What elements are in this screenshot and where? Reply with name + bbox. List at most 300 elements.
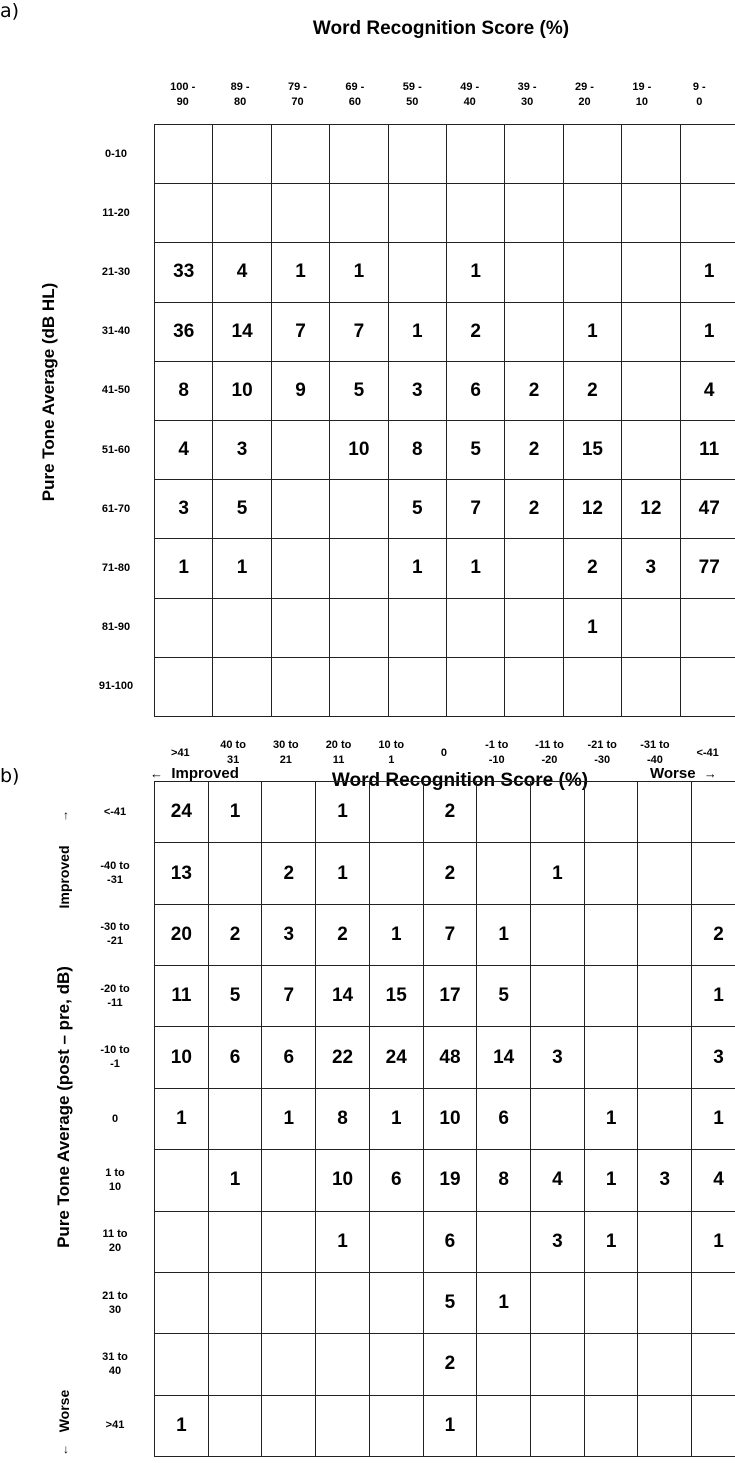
b-row-header-8	[92, 1289, 138, 1317]
a-col-header-line: 30	[520, 96, 534, 108]
b-col-header-4	[365, 738, 418, 768]
a-cell	[563, 125, 621, 184]
b-cell: 22	[316, 1027, 370, 1088]
b-cell: 10	[316, 1150, 370, 1211]
a-row-header-line: 81-90	[101, 621, 131, 634]
a-cell: 77	[680, 539, 735, 598]
a-cell	[330, 657, 388, 716]
b-col-header-2	[259, 738, 312, 768]
b-row-header-1	[92, 859, 138, 887]
a-cell	[563, 657, 621, 716]
a-cell: 10	[330, 420, 388, 479]
a-cell	[622, 125, 680, 184]
a-row-header-line: 91-100	[98, 680, 134, 693]
a-table-row	[155, 420, 735, 479]
b-col-header-3	[312, 738, 365, 768]
a-cell	[213, 184, 271, 243]
a-cell: 5	[446, 420, 504, 479]
a-cell: 1	[155, 539, 213, 598]
a-cell: 5	[213, 480, 271, 539]
a-cell: 7	[446, 480, 504, 539]
b-cell: 1	[531, 843, 585, 904]
a-col-header-line: 69 -	[345, 81, 365, 93]
b-cell: 2	[423, 843, 477, 904]
b-cell: 6	[262, 1027, 316, 1088]
a-cell	[505, 598, 563, 657]
a-cell	[505, 184, 563, 243]
b-cell	[208, 1334, 262, 1395]
a-cell	[271, 480, 329, 539]
a-cell	[622, 598, 680, 657]
b-cell: 1	[369, 904, 423, 965]
b-cell: 1	[584, 1211, 638, 1272]
b-col-header-line: 0	[440, 747, 448, 759]
a-col-header-line: 0	[696, 96, 703, 108]
b-table-row	[155, 904, 735, 965]
a-cell	[271, 125, 329, 184]
b-cell	[369, 1334, 423, 1395]
b-col-header-line: 11	[332, 754, 345, 766]
b-row-header-line: -10 to	[100, 1044, 130, 1057]
b-cell	[531, 1334, 585, 1395]
b-cell	[262, 1211, 316, 1272]
b-row-header-line: 10	[108, 1180, 122, 1193]
a-cell: 36	[155, 302, 213, 361]
a-row-header-2	[88, 265, 144, 279]
b-cell: 1	[316, 843, 370, 904]
a-col-header-line: 50	[406, 96, 419, 108]
b-cell	[155, 1211, 209, 1272]
a-cell: 11	[680, 420, 735, 479]
a-row-header-5	[88, 443, 144, 457]
b-cell: 1	[477, 1272, 531, 1333]
a-row-header-3	[88, 324, 144, 338]
b-col-header-line: 31	[226, 754, 240, 766]
a-cell: 7	[330, 302, 388, 361]
a-cell: 8	[155, 361, 213, 420]
a-cell	[505, 125, 563, 184]
a-cell: 1	[446, 539, 504, 598]
b-cell: 11	[155, 966, 209, 1027]
b-cell: 3	[638, 1150, 692, 1211]
a-col-header-line: 20	[578, 96, 591, 108]
b-row-header-line: 0	[111, 1112, 119, 1125]
b-cell: 13	[155, 843, 209, 904]
b-cell: 7	[262, 966, 316, 1027]
b-cell	[262, 1150, 316, 1211]
b-row-header-line: <-41	[103, 805, 127, 818]
a-cell	[680, 184, 735, 243]
b-row-header-6	[92, 1166, 138, 1194]
a-cell	[622, 657, 680, 716]
b-cell: 8	[477, 1150, 531, 1211]
a-cell	[505, 302, 563, 361]
a-col-header-2	[269, 80, 326, 110]
b-cell: 5	[208, 966, 262, 1027]
a-col-header-line: 39 -	[517, 81, 537, 93]
b-cell	[584, 966, 638, 1027]
b-cell	[692, 1334, 735, 1395]
b-cell	[692, 1272, 735, 1333]
b-table-row	[155, 1395, 735, 1456]
panel-b-y-axis-title: Pure Tone Average (post – pre, dB)	[54, 966, 73, 1248]
a-row-header-0	[88, 147, 144, 161]
a-col-header-line: 40	[463, 96, 476, 108]
a-cell	[155, 657, 213, 716]
a-table-row	[155, 361, 735, 420]
a-row-header-line: 21-30	[101, 266, 131, 278]
b-cell	[208, 843, 262, 904]
a-cell: 2	[505, 420, 563, 479]
b-col-header-7	[523, 738, 576, 768]
b-cell	[638, 843, 692, 904]
b-cell	[584, 843, 638, 904]
b-table-row	[155, 1027, 735, 1088]
panel-b-y-worse: Worse	[56, 1389, 72, 1433]
b-cell	[316, 1272, 370, 1333]
b-cell: 1	[155, 1088, 209, 1149]
b-cell	[477, 1211, 531, 1272]
b-cell: 6	[477, 1088, 531, 1149]
b-col-header-line: -11 to	[535, 739, 564, 751]
b-row-header-line: 30	[108, 1303, 122, 1316]
a-cell	[388, 243, 446, 302]
b-table-row	[155, 1211, 735, 1272]
b-cell	[584, 1334, 638, 1395]
b-cell: 14	[316, 966, 370, 1027]
b-row-header-10	[92, 1418, 138, 1432]
b-cell	[638, 1027, 692, 1088]
b-col-header-line: <-41	[696, 747, 719, 759]
b-col-header-line: 40 to	[220, 739, 246, 751]
b-cell: 1	[584, 1150, 638, 1211]
a-cell	[505, 243, 563, 302]
a-cell: 9	[271, 361, 329, 420]
a-cell: 2	[446, 302, 504, 361]
a-cell: 1	[446, 243, 504, 302]
b-cell: 2	[262, 843, 316, 904]
a-col-header-line: 49 -	[460, 81, 480, 93]
b-col-header-line: 10 to	[378, 739, 405, 751]
b-row-header-5	[92, 1112, 138, 1126]
a-col-header-line: 29 -	[575, 81, 594, 93]
b-cell: 5	[477, 966, 531, 1027]
b-cell: 1	[208, 1150, 262, 1211]
a-cell: 1	[388, 539, 446, 598]
b-col-header-1	[207, 738, 260, 768]
a-row-header-8	[88, 620, 144, 634]
b-cell: 2	[692, 904, 735, 965]
left-arrow-icon: ←	[150, 766, 163, 781]
b-cell	[477, 1395, 531, 1456]
a-cell	[563, 184, 621, 243]
b-cell	[584, 782, 638, 843]
panel-a-title: Word Recognition Score (%)	[312, 18, 570, 39]
b-cell	[477, 782, 531, 843]
a-col-header-line: 70	[291, 96, 304, 108]
a-cell	[271, 598, 329, 657]
b-row-header-line: -20 to	[100, 982, 130, 995]
a-cell: 14	[213, 302, 271, 361]
b-cell: 6	[423, 1211, 477, 1272]
a-cell	[446, 657, 504, 716]
a-cell	[505, 657, 563, 716]
a-cell: 1	[330, 243, 388, 302]
a-col-header-line: 10	[635, 96, 648, 108]
a-cell	[330, 125, 388, 184]
b-cell	[208, 1088, 262, 1149]
b-col-header-line: -1 to	[485, 739, 509, 751]
b-cell	[316, 1334, 370, 1395]
a-cell	[622, 420, 680, 479]
a-cell	[213, 598, 271, 657]
a-col-header-9	[671, 80, 728, 110]
b-row-header-line: -11	[107, 996, 123, 1009]
b-row-header-7	[92, 1227, 138, 1255]
a-cell: 2	[505, 480, 563, 539]
b-cell	[638, 1272, 692, 1333]
a-row-header-line: 11-20	[102, 206, 130, 219]
b-col-header-line: 1	[388, 754, 395, 766]
a-cell: 10	[213, 361, 271, 420]
b-cell	[531, 1395, 585, 1456]
b-table-row	[155, 1334, 735, 1395]
b-cell: 7	[423, 904, 477, 965]
a-cell	[680, 125, 735, 184]
b-cell: 6	[369, 1150, 423, 1211]
b-table-row	[155, 966, 735, 1027]
b-cell	[262, 1395, 316, 1456]
b-cell	[638, 966, 692, 1027]
b-cell	[692, 1395, 735, 1456]
a-cell: 1	[680, 302, 735, 361]
b-cell: 1	[316, 1211, 370, 1272]
a-col-header-1	[211, 80, 268, 110]
b-cell	[531, 966, 585, 1027]
b-cell	[584, 1395, 638, 1456]
b-row-header-line: -31	[107, 874, 123, 887]
a-cell: 15	[563, 420, 621, 479]
b-table-row	[155, 843, 735, 904]
a-cell: 2	[505, 361, 563, 420]
a-table-row	[155, 480, 735, 539]
a-col-header-line: 100 -	[170, 81, 196, 93]
b-col-header-6	[470, 738, 523, 768]
b-row-header-line: >41	[105, 1419, 125, 1432]
a-cell: 1	[563, 302, 621, 361]
up-arrow-icon: ↑	[63, 808, 69, 822]
b-row-header-line: -30 to	[100, 921, 130, 934]
b-cell: 3	[531, 1211, 585, 1272]
panel-a-grid	[154, 124, 735, 717]
b-col-header-8	[576, 738, 629, 768]
a-cell	[271, 184, 329, 243]
b-cell: 1	[155, 1395, 209, 1456]
a-table-row	[155, 302, 735, 361]
b-cell: 6	[208, 1027, 262, 1088]
a-cell: 12	[622, 480, 680, 539]
panel-a-y-axis-title: Pure Tone Average (dB HL)	[39, 282, 58, 502]
a-cell	[622, 243, 680, 302]
a-table-row	[155, 539, 735, 598]
b-cell	[477, 843, 531, 904]
b-cell	[584, 1027, 638, 1088]
b-cell: 2	[316, 904, 370, 965]
b-row-header-line: -40 to	[100, 860, 130, 873]
b-row-header-9	[92, 1350, 138, 1378]
b-cell	[316, 1395, 370, 1456]
b-table-row	[155, 1088, 735, 1149]
a-cell: 6	[446, 361, 504, 420]
b-row-header-3	[92, 982, 138, 1010]
panel-a-label: a)	[0, 0, 20, 22]
a-row-header-line: 71-80	[101, 562, 131, 574]
a-table-row	[155, 125, 735, 184]
a-row-header-9	[88, 679, 144, 693]
b-cell: 4	[692, 1150, 735, 1211]
b-cell: 1	[692, 966, 735, 1027]
panel-b-y-improved: Improved	[56, 845, 72, 909]
b-row-header-line: 1 to	[105, 1166, 125, 1179]
b-cell	[208, 1272, 262, 1333]
a-col-header-line: 79 -	[288, 81, 307, 93]
b-cell: 2	[208, 904, 262, 965]
a-cell: 7	[271, 302, 329, 361]
b-cell	[369, 782, 423, 843]
b-cell: 1	[477, 904, 531, 965]
b-cell: 48	[423, 1027, 477, 1088]
b-col-header-0	[154, 746, 207, 761]
a-cell	[622, 361, 680, 420]
a-row-header-line: 41-50	[101, 384, 131, 397]
a-row-header-7	[88, 561, 144, 575]
b-cell	[531, 782, 585, 843]
right-arrow-icon: →	[703, 766, 717, 781]
a-col-header-4	[384, 80, 441, 110]
b-cell: 19	[423, 1150, 477, 1211]
b-cell: 3	[531, 1027, 585, 1088]
b-cell: 17	[423, 966, 477, 1027]
a-cell	[505, 539, 563, 598]
b-cell: 1	[423, 1395, 477, 1456]
a-cell: 33	[155, 243, 213, 302]
b-cell	[155, 1272, 209, 1333]
b-cell: 1	[692, 1211, 735, 1272]
a-cell: 12	[563, 480, 621, 539]
a-row-header-line: 0-10	[104, 147, 128, 160]
a-cell: 5	[388, 480, 446, 539]
b-cell: 1	[316, 782, 370, 843]
b-col-header-line: -20	[541, 754, 558, 766]
b-table-row	[155, 1150, 735, 1211]
a-table-row	[155, 598, 735, 657]
a-col-header-line: 89 -	[230, 81, 250, 93]
b-row-header-2	[92, 920, 138, 948]
a-col-header-line: 90	[176, 96, 189, 108]
b-cell	[369, 1395, 423, 1456]
b-cell	[369, 843, 423, 904]
b-cell: 24	[155, 782, 209, 843]
down-arrow-icon: ↓	[63, 1442, 69, 1456]
a-row-header-line: 31-40	[101, 325, 131, 338]
b-cell	[155, 1334, 209, 1395]
b-col-header-9	[629, 738, 682, 768]
b-cell: 2	[423, 1334, 477, 1395]
b-cell	[584, 1272, 638, 1333]
panel-b-x-improved-label: Improved	[171, 765, 239, 782]
b-row-header-4	[92, 1043, 138, 1071]
a-col-header-7	[556, 80, 613, 110]
a-cell	[271, 420, 329, 479]
b-col-header-line: -10	[488, 754, 505, 766]
b-cell: 3	[692, 1027, 735, 1088]
a-col-header-0	[154, 80, 211, 110]
a-cell: 8	[388, 420, 446, 479]
b-row-header-0	[92, 805, 138, 819]
b-cell: 8	[316, 1088, 370, 1149]
b-row-header-line: 40	[108, 1364, 122, 1377]
a-cell	[446, 125, 504, 184]
b-cell: 4	[531, 1150, 585, 1211]
a-cell	[388, 184, 446, 243]
a-cell: 1	[680, 243, 735, 302]
a-col-header-line: 9 -	[692, 81, 706, 93]
a-cell: 1	[213, 539, 271, 598]
b-col-header-line: 30 to	[272, 739, 299, 751]
b-cell: 1	[208, 782, 262, 843]
a-cell	[388, 598, 446, 657]
a-col-header-line: 19 -	[632, 81, 652, 93]
a-cell	[330, 480, 388, 539]
a-col-header-line: 60	[348, 96, 361, 108]
panel-b-grid	[154, 781, 735, 1457]
a-col-header-5	[441, 80, 498, 110]
a-cell: 4	[155, 420, 213, 479]
b-cell	[638, 1334, 692, 1395]
b-row-header-line: -21	[107, 935, 123, 948]
b-cell	[262, 1334, 316, 1395]
a-cell: 1	[271, 243, 329, 302]
b-cell	[155, 1150, 209, 1211]
b-cell	[638, 904, 692, 965]
a-col-header-8	[613, 80, 670, 110]
b-col-header-line: -31 to	[640, 739, 670, 751]
b-cell: 10	[423, 1088, 477, 1149]
a-col-header-6	[498, 80, 555, 110]
b-cell: 5	[423, 1272, 477, 1333]
b-row-header-line: 11 to	[102, 1228, 128, 1241]
a-cell	[213, 657, 271, 716]
a-cell	[330, 598, 388, 657]
b-cell	[262, 1272, 316, 1333]
b-cell	[638, 1395, 692, 1456]
b-cell: 15	[369, 966, 423, 1027]
a-cell	[680, 598, 735, 657]
a-row-header-4	[88, 383, 144, 397]
a-col-header-line: 59 -	[402, 81, 422, 93]
b-table-row	[155, 782, 735, 843]
b-col-header-10	[681, 746, 734, 761]
b-cell	[531, 1088, 585, 1149]
a-col-header-line: 80	[233, 96, 247, 108]
b-cell: 20	[155, 904, 209, 965]
a-cell: 4	[213, 243, 271, 302]
a-row-header-6	[88, 502, 144, 516]
b-cell: 1	[262, 1088, 316, 1149]
a-cell	[563, 243, 621, 302]
b-cell	[638, 782, 692, 843]
b-cell: 1	[692, 1088, 735, 1149]
